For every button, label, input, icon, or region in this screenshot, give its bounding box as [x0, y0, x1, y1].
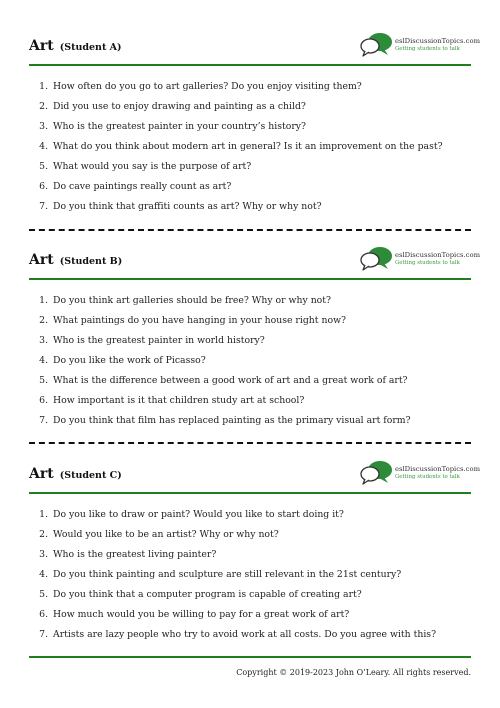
question-item: 1. Do you like to draw or paint? Would you like to start doing it?: [51, 505, 471, 525]
title-text: Art: [29, 38, 54, 54]
question-item: 6. Do cave paintings really count as art?: [51, 177, 471, 197]
section-student-c: [29, 458, 481, 645]
section-header: [29, 458, 481, 492]
question-item: 6. How much would you be willing to pay for a great work of art?: [51, 605, 471, 625]
section-student-b: [29, 244, 481, 431]
speech-bubbles-icon: [359, 246, 393, 272]
question-item: 4. What do you think about modern art in general? Is it an improvement on the past?: [51, 137, 471, 157]
speech-bubbles-icon: [359, 32, 393, 58]
question-item: 5. What is the difference between a good work of art and a great work of art?: [51, 371, 471, 391]
section-header: [29, 30, 481, 64]
question-item: 5. Do you think that a computer program is capable of creating art?: [51, 585, 471, 605]
question-item: 4. Do you like the work of Picasso?: [51, 351, 471, 371]
student-label: (Student A): [59, 42, 122, 53]
site-logo: [359, 458, 481, 488]
logo-site-name: eslDiscussionTopics.com: [395, 251, 481, 259]
green-divider: [29, 278, 471, 280]
question-item: 2. Would you like to be an artist? Why or why not?: [51, 525, 471, 545]
site-logo: [359, 244, 481, 274]
question-list: [29, 505, 471, 645]
logo-site-name: eslDiscussionTopics.com: [395, 465, 481, 473]
title-text: Art: [29, 252, 54, 268]
section-header: [29, 244, 481, 278]
section-title: [29, 466, 122, 482]
copyright-notice: Copyright © 2019-2023 John O’Leary. All rights reserved.: [236, 668, 471, 677]
student-label: (Student B): [59, 256, 123, 267]
site-logo: [359, 30, 481, 60]
question-item: 3. Who is the greatest painter in your country’s history?: [51, 117, 471, 137]
logo-tagline: Getting students to talk: [395, 474, 460, 480]
question-item: 3. Who is the greatest living painter?: [51, 545, 471, 565]
question-list: [29, 77, 471, 217]
question-item: 7. Do you think that graffiti counts as art? Why or why not?: [51, 197, 471, 217]
question-item: 3. Who is the greatest painter in world history?: [51, 331, 471, 351]
question-item: 1. How often do you go to art galleries? Do you enjoy visiting them?: [51, 77, 471, 97]
cut-line: [29, 442, 471, 444]
question-item: 5. What would you say is the purpose of art?: [51, 157, 471, 177]
question-item: 4. Do you think painting and sculpture are still relevant in the 21st century?: [51, 565, 471, 585]
question-item: 7. Artists are lazy people who try to avoid work at all costs. Do you agree with this?: [51, 625, 471, 645]
speech-bubbles-icon: [359, 460, 393, 486]
green-divider: [29, 64, 471, 66]
section-title: [29, 252, 122, 268]
question-item: 1. Do you think art galleries should be free? Why or why not?: [51, 291, 471, 311]
green-divider: [29, 492, 471, 494]
question-item: 2. Did you use to enjoy drawing and painting as a child?: [51, 97, 471, 117]
question-item: 7. Do you think that film has replaced painting as the primary visual art form?: [51, 411, 471, 431]
footer-divider: [29, 656, 471, 658]
question-item: 2. What paintings do you have hanging in your house right now?: [51, 311, 471, 331]
question-item: 6. How important is it that children study art at school?: [51, 391, 471, 411]
logo-tagline: Getting students to talk: [395, 46, 460, 52]
logo-tagline: Getting students to talk: [395, 260, 460, 266]
section-student-a: [29, 30, 481, 217]
logo-site-name: eslDiscussionTopics.com: [395, 37, 481, 45]
student-label: (Student C): [59, 470, 122, 481]
cut-line: [29, 229, 471, 231]
section-title: [29, 38, 122, 54]
title-text: Art: [29, 466, 54, 482]
question-list: [29, 291, 471, 431]
